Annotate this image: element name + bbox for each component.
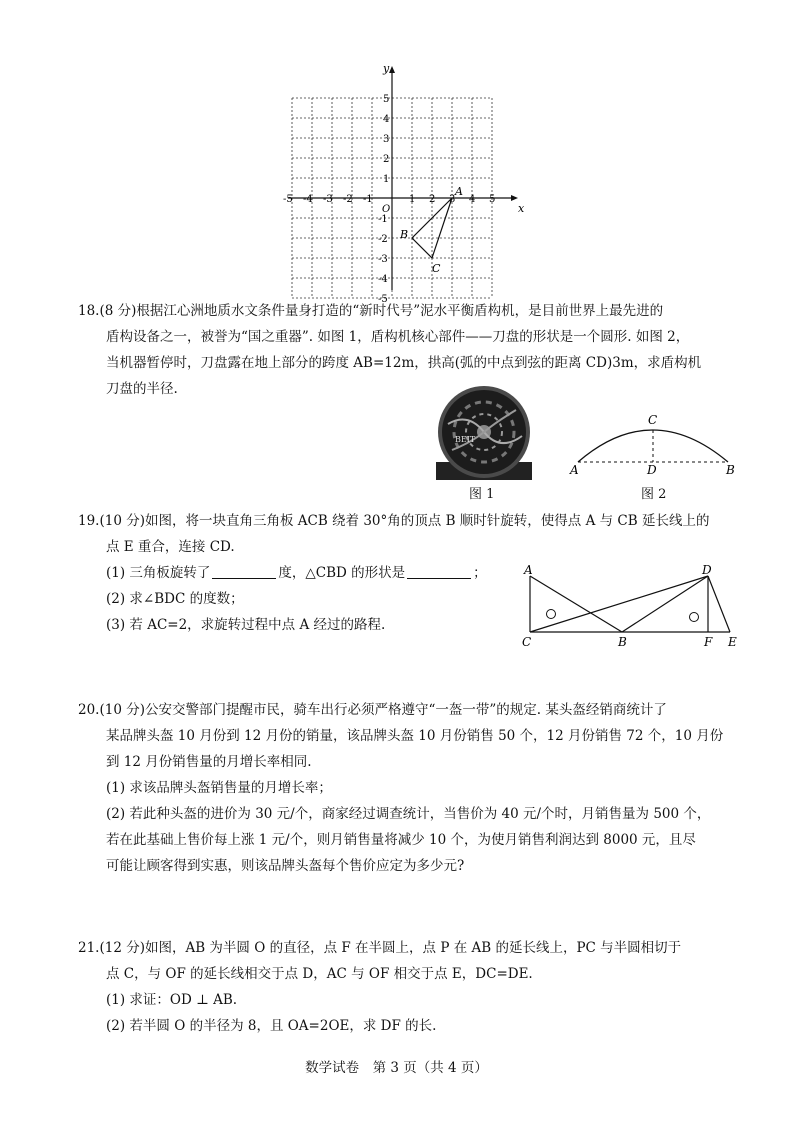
y-tick-label: -4: [378, 274, 388, 285]
y-tick-label: 1: [383, 174, 390, 185]
point-label-b: B: [400, 228, 409, 241]
label-c: C: [648, 413, 658, 427]
label-f: F: [704, 635, 713, 649]
q18-line3: 当机器暂停时，刀盘露在地上部分的跨度 AB=12m，拱高(弧的中点到弦的距离 CD)3m，求盾构机: [106, 355, 702, 371]
y-tick-label: 2: [383, 154, 390, 165]
y-axis-arrow: [389, 66, 395, 73]
label-a: A: [570, 463, 579, 477]
label-d: D: [702, 563, 712, 577]
coordinate-grid-figure: [282, 60, 532, 305]
q18-line4: 刀盘的半径.: [106, 381, 178, 397]
x-tick-label: 4: [469, 194, 476, 205]
arc-acb: [578, 430, 728, 462]
figure-2-arc-diagram: [566, 406, 746, 476]
label-b: B: [618, 635, 627, 649]
x-tick-label: -3: [323, 194, 333, 205]
y-tick-label: -2: [378, 234, 388, 245]
y-tick-labels: [378, 94, 389, 305]
q21-line1: 21.(12 分)如图，AB 为半圆 O 的直径，点 F 在半圆上，点 P 在 AB 的延长线上，PC 与半圆相切于: [78, 940, 682, 956]
x-tick-label: -4: [303, 194, 313, 205]
x-tick-label: -1: [363, 194, 373, 205]
y-tick-label: -3: [378, 254, 388, 265]
origin-label: O: [382, 204, 391, 215]
x-tick-label: 3: [449, 194, 456, 205]
q19-part2: (2) 求∠BDC 的度数；: [106, 591, 244, 607]
question-21: [78, 935, 743, 1039]
y-tick-label: 4: [383, 114, 390, 125]
y-tick-label: 3: [383, 134, 390, 145]
q18-line1: 18.(8 分)根据江心洲地质水文条件量身打造的“新时代号”泥水平衡盾构机，是目前世界上最先进的: [78, 303, 664, 319]
label-d: D: [647, 463, 657, 477]
q19-answer-blank-1[interactable]: [212, 564, 276, 579]
label-c: C: [522, 635, 532, 649]
x-axis-arrow: [511, 195, 518, 201]
page-footer: 数学试卷 第 3 页（共 4 页）: [305, 1060, 488, 1076]
q19-part3: (3) 若 AC=2，求旋转过程中点 A 经过的路程.: [106, 617, 386, 633]
label-a: A: [524, 563, 533, 577]
figure-1-logo-text: BEIT: [455, 435, 476, 444]
y-tick-label: -5: [378, 294, 388, 305]
figure-2-caption: 图 2: [641, 487, 667, 502]
label-b: B: [726, 463, 735, 477]
q20-part1: (1) 求该品牌头盔销售量的月增长率；: [106, 780, 332, 796]
point-label-c: C: [432, 262, 441, 275]
x-tick-label: 5: [489, 194, 496, 205]
label-e: E: [728, 635, 737, 649]
y-tick-label: -1: [378, 214, 388, 225]
y-tick-label: 5: [383, 94, 390, 105]
x-tick-label: 2: [429, 194, 436, 205]
point-label-a: A: [455, 185, 463, 198]
x-axis-label: x: [518, 202, 525, 215]
x-tick-label: -5: [283, 194, 293, 205]
question-18: [78, 298, 743, 402]
x-tick-label: -2: [343, 194, 353, 205]
figure-1-caption: 图 1: [469, 487, 495, 502]
q20-part2-line3: 可能让顾客得到实惠，则该品牌头盔每个售价应定为多少元?: [106, 858, 465, 874]
q21-part1: (1) 求证：OD ⊥ AB.: [106, 992, 238, 1008]
q20-line1: 20.(10 分)公安交警部门提醒市民，骑车出行必须严格遵守“一盔一带”的规定. 某头盔经销商统计了: [78, 702, 667, 718]
q19-line2: 点 E 重合，连接 CD.: [106, 539, 235, 555]
figure-1-cutterhead-image: [428, 384, 540, 484]
q19-part1-text-a: (1) 三角板旋转了: [106, 565, 211, 581]
q21-line2: 点 C，与 OF 的延长线相交于点 D，AC 与 OF 相交于点 E，DC=DE.: [106, 966, 533, 982]
question-20: [78, 697, 743, 879]
q20-line3: 到 12 月份销售量的月增长率相同.: [106, 754, 312, 770]
q20-part2-line2: 若在此基础上售价每上涨 1 元/个，则月销售量将减少 10 个，为使月销售利润达到 8000 元，且尽: [106, 832, 696, 848]
y-axis-label: y: [383, 62, 390, 75]
q18-line2: 盾构设备之一，被誉为“国之重器”. 如图 1，盾构机核心部件——刀盘的形状是一个圆形. 如图 2，: [106, 329, 690, 345]
q21-part2: (2) 若半圆 O 的半径为 8，且 OA=2OE，求 DF 的长.: [106, 1018, 437, 1034]
q19-part1-text-c: ；: [473, 565, 487, 581]
q19-line1: 19.(10 分)如图，将一块直角三角板 ACB 绕着 30°角的顶点 B 顺时针旋转，使得点 A 与 CB 延长线上的: [78, 513, 710, 529]
x-tick-label: 1: [409, 194, 416, 205]
q20-part2-line1: (2) 若此种头盔的进价为 30 元/个，商家经过调查统计，当售价为 40 元/个时，月销售量为 500 个，: [106, 806, 711, 822]
q19-part1-text-b: 度，△CBD 的形状是: [278, 565, 406, 581]
q19-answer-blank-2[interactable]: [407, 564, 471, 579]
q20-line2: 某品牌头盔 10 月份到 12 月份的销量，该品牌头盔 10 月份销售 50 个，12 月份销售 72 个，10 月份: [106, 728, 724, 744]
figure-19-triangle-diagram: [518, 562, 748, 650]
